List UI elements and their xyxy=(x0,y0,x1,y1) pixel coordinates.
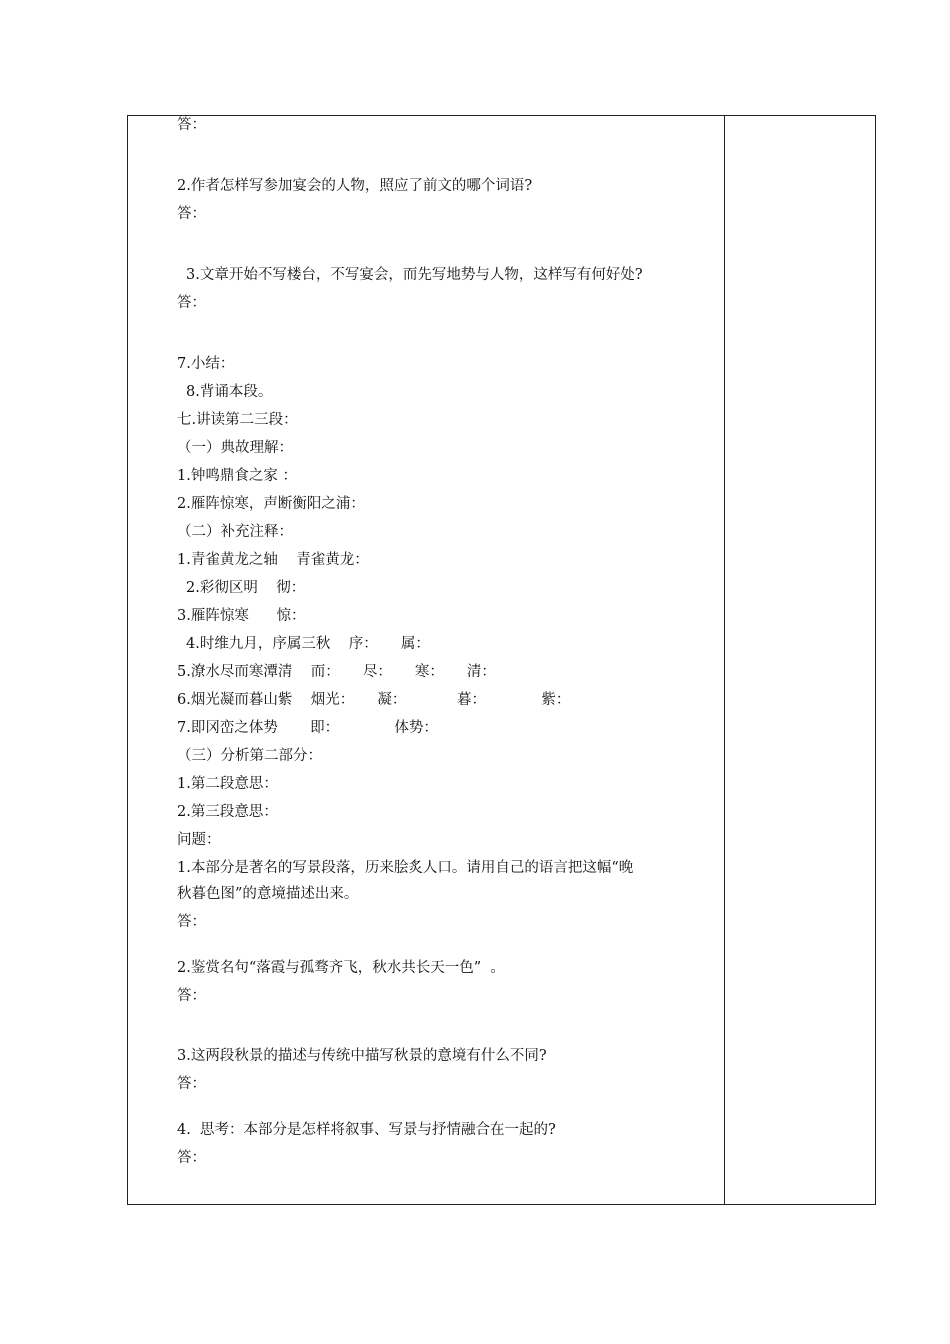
answer-label: 答： xyxy=(177,1150,206,1166)
allusion-item: 2.雁阵惊寒，声断衡阳之浦： xyxy=(177,496,365,512)
allusion-item: 1.钟鸣鼎食之家 ： xyxy=(177,468,297,484)
question-4: 4. 思考：本部分是怎样将叙事、写景与抒情融合在一起的? xyxy=(177,1122,556,1138)
section-heading: 七.讲读第二三段： xyxy=(177,412,298,428)
answer-label: 答： xyxy=(177,117,206,133)
annotation-item: 3.雁阵惊寒 惊： xyxy=(177,608,306,624)
answer-label: 答： xyxy=(177,295,206,311)
annotation-item: 6.烟光凝而暮山紫 烟光： 凝： 暮： 紫： xyxy=(177,692,571,708)
annotation-item: 7.即冈峦之体势 即： 体势： xyxy=(177,720,438,736)
question-3: 3.文章开始不写楼台，不写宴会，而先写地势与人物，这样写有何好处? xyxy=(186,267,643,283)
question-3: 3.这两段秋景的描述与传统中描写秋景的意境有什么不同? xyxy=(177,1048,547,1064)
question-1-continued: 秋暮色图”的意境描述出来。 xyxy=(177,886,359,902)
question-2: 2.作者怎样写参加宴会的人物，照应了前文的哪个词语? xyxy=(177,178,533,194)
answer-label: 答： xyxy=(177,914,206,930)
notes-column xyxy=(725,116,875,1204)
subsection-heading: （三）分析第二部分： xyxy=(177,748,322,764)
question-1: 1.本部分是著名的写景段落，历来脍炙人口。请用自己的语言把这幅“晚 xyxy=(177,860,634,876)
answer-label: 答： xyxy=(177,1076,206,1092)
recite-item: 8.背诵本段。 xyxy=(186,384,273,400)
paragraph-meaning: 1.第二段意思： xyxy=(177,776,278,792)
annotation-item: 4.时维九月，序属三秋 序： 属： xyxy=(186,636,430,652)
annotation-item: 5.潦水尽而寒潭清 而： 尽： 寒： 清： xyxy=(177,664,496,680)
subsection-heading: （一）典故理解： xyxy=(177,440,293,456)
question-2: 2.鉴赏名句“落霞与孤骛齐飞，秋水共长天一色” 。 xyxy=(177,960,505,976)
summary-item: 7.小结： xyxy=(177,356,235,372)
answer-label: 答： xyxy=(177,988,206,1004)
annotation-item: 2.彩彻区明 彻： xyxy=(186,580,306,596)
questions-label: 问题： xyxy=(177,832,221,848)
answer-label: 答： xyxy=(177,206,206,222)
paragraph-meaning: 2.第三段意思： xyxy=(177,804,278,820)
subsection-heading: （二）补充注释： xyxy=(177,524,293,540)
annotation-item: 1.青雀黄龙之轴 青雀黄龙： xyxy=(177,552,369,568)
